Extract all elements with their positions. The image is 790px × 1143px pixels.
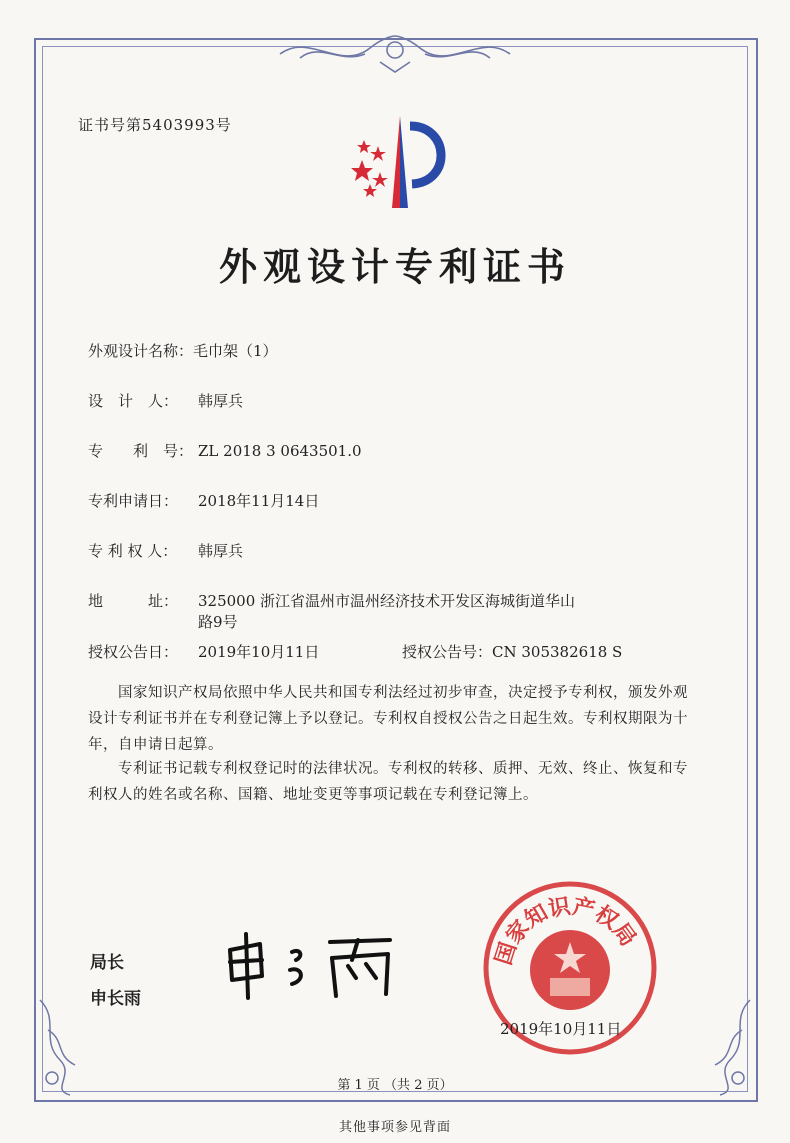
top-ornament xyxy=(270,28,520,76)
director-title: 局长 xyxy=(90,953,124,973)
paragraph-grant xyxy=(88,680,728,758)
address-line-1: 325000 浙江省温州市温州经济技术开发区海城街道华山 xyxy=(198,592,576,610)
grant-number-label: 授权公告号： xyxy=(402,643,493,661)
paragraph-grant-line-2: 设计专利证书并在专利登记簿上予以登记。专利权自授权公告之日起生效。专利权期限为十 xyxy=(88,711,688,727)
paragraph-legal-status xyxy=(88,756,728,808)
patent-number-value: ZL 2018 3 0643501.0 xyxy=(198,442,362,460)
address-line-2: 路9号 xyxy=(198,613,238,631)
cnipa-logo-icon xyxy=(340,112,460,212)
handwritten-signature xyxy=(220,930,410,1000)
patentee-value: 韩厚兵 xyxy=(198,542,244,560)
page-indicator: 第 1 页 （共 2 页） xyxy=(337,1078,453,1093)
patentee-row xyxy=(88,540,243,561)
paragraph-grant-line-1: 国家知识产权局依照中华人民共和国专利法经过初步审查，决定授予专利权，颁发外观 xyxy=(118,685,688,701)
seal-date: 2019年10月11日 xyxy=(500,1020,622,1038)
application-date-row xyxy=(88,490,319,511)
director-name: 申长雨 xyxy=(90,989,141,1009)
patentee-label: 专 利 权 人： xyxy=(88,542,178,560)
grant-number-value: CN 305382618 S xyxy=(492,643,623,661)
seal-text: 国家知识产权局 xyxy=(490,893,642,969)
patent-number-label: 专 利 号： xyxy=(88,442,194,460)
patent-number-row xyxy=(88,440,362,461)
grant-date-value: 2019年10月11日 xyxy=(198,643,320,661)
address-label: 地 址： xyxy=(88,592,179,610)
design-name-label: 外观设计名称： xyxy=(88,342,194,360)
designer-label: 设 计 人： xyxy=(88,392,179,410)
paragraph-grant-line-3: 年，自申请日起算。 xyxy=(88,737,223,753)
designer-value: 韩厚兵 xyxy=(198,392,244,410)
grant-date-row xyxy=(88,641,319,662)
application-date-value: 2018年11月14日 xyxy=(198,492,320,510)
certificate-number: 证书号第5403993号 xyxy=(78,116,232,134)
design-name-value: 毛巾架（1） xyxy=(193,342,278,360)
address-row xyxy=(88,590,618,632)
design-name-row xyxy=(88,340,278,361)
footer-note: 其他事项参见背面 xyxy=(338,1120,451,1135)
certificate-title: 外观设计专利证书 xyxy=(218,244,571,289)
paragraph-legal-line-1: 专利证书记载专利权登记时的法律状况。专利权的转移、质押、无效、终止、恢复和专 xyxy=(118,761,688,777)
application-date-label: 专利申请日： xyxy=(88,492,179,510)
grant-number-row xyxy=(402,641,622,662)
grant-date-label: 授权公告日： xyxy=(88,643,179,661)
paragraph-legal-line-2: 利权人的姓名或名称、国籍、地址变更等事项记载在专利登记簿上。 xyxy=(88,787,538,803)
designer-row xyxy=(88,390,243,411)
